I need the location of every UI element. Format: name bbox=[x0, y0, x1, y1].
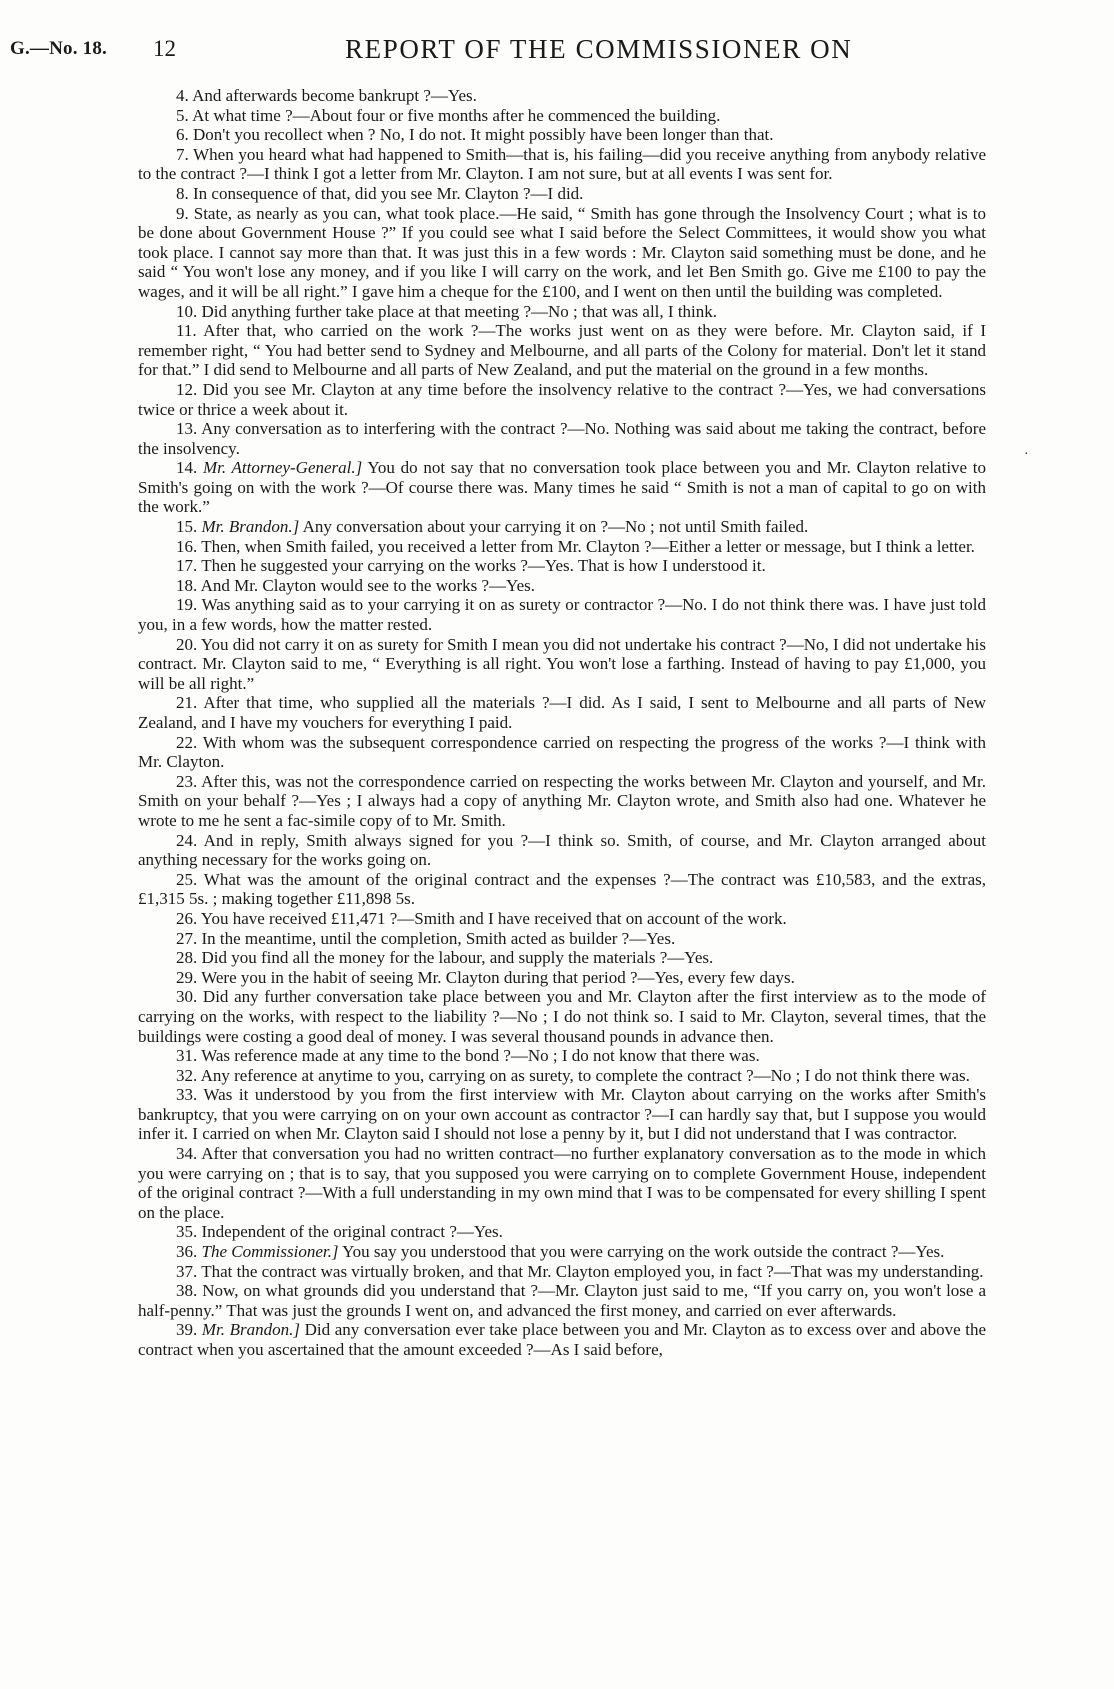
question-answer-text: That the contract was virtually broken, and that Mr. Clayton employed you, in fact ?—That was my understanding. bbox=[201, 1261, 984, 1281]
question-answer-text: Was reference made at any time to the bond ?—No ; I do not know that there was. bbox=[201, 1046, 760, 1066]
evidence-paragraph bbox=[138, 1262, 986, 1282]
evidence-paragraph bbox=[138, 595, 986, 634]
evidence-paragraph bbox=[138, 772, 986, 831]
question-answer-text: In the meantime, until the completion, Smith acted as builder ?—Yes. bbox=[201, 928, 676, 948]
evidence-paragraph bbox=[138, 1046, 986, 1066]
question-number: 23. bbox=[176, 771, 198, 791]
question-number: 31. bbox=[176, 1046, 198, 1066]
evidence-paragraph bbox=[138, 870, 986, 909]
question-number: 12. bbox=[176, 379, 198, 399]
question-number: 13. bbox=[176, 419, 198, 439]
question-number: 29. bbox=[176, 967, 198, 987]
question-answer-text: When you heard what had happened to Smith—that is, his failing—did you receive anything from anybody relative to the contract ?—I think I got a letter from Mr. Clayton. I am not sure, but at all events I was sent for. bbox=[138, 144, 986, 184]
evidence-paragraph bbox=[138, 184, 986, 204]
question-answer-text: Any conversation as to interfering with the contract ?—No. Nothing was said about me taking the contract, before the insolvency. bbox=[138, 419, 987, 458]
question-answer-text: Any reference at anytime to you, carrying on as surety, to complete the contract ?—No ; I do not think there was. bbox=[200, 1065, 970, 1085]
question-answer-text: Then, when Smith failed, you received a letter from Mr. Clayton ?—Either a letter or message, but I think a letter. bbox=[201, 536, 975, 556]
evidence-paragraph bbox=[138, 145, 986, 184]
question-answer-text: Did anything further take place at that meeting ?—No ; that was all, I think. bbox=[201, 301, 718, 321]
evidence-paragraph bbox=[138, 1144, 986, 1222]
page-header bbox=[10, 34, 1104, 68]
question-number: 7. bbox=[176, 144, 189, 164]
question-answer-text: Independent of the original contract ?—Yes. bbox=[201, 1222, 503, 1242]
question-answer-text: And afterwards become bankrupt ?—Yes. bbox=[192, 86, 477, 105]
evidence-paragraph bbox=[138, 693, 986, 732]
evidence-paragraph bbox=[138, 909, 986, 929]
question-number: 4. bbox=[176, 86, 189, 105]
evidence-paragraph bbox=[138, 556, 986, 576]
question-answer-text: With whom was the subsequent correspondence carried on respecting the progress of the works ?—I think with Mr. Clayton. bbox=[138, 732, 986, 772]
evidence-paragraph bbox=[138, 635, 986, 694]
question-number: 36. bbox=[176, 1242, 198, 1262]
question-number: 24. bbox=[176, 830, 198, 850]
question-number: 26. bbox=[176, 908, 198, 928]
speaker-label: Mr. Brandon.] bbox=[201, 1320, 301, 1340]
question-answer-text: You say you understood that you were carrying on the work outside the contract ?—Yes. bbox=[342, 1242, 945, 1262]
evidence-paragraph bbox=[138, 1320, 986, 1359]
question-number: 18. bbox=[176, 575, 198, 595]
question-answer-text: Don't you recollect when ? No, I do not. It might possibly have been longer than that. bbox=[193, 125, 774, 145]
question-answer-text: You do not say that no conversation took place between you and Mr. Clayton relative to Smith's going on with the work ?—Of course there was. Many times he said “ Smith is not a man of capital to go on with the work.” bbox=[138, 458, 987, 517]
question-number: 20. bbox=[176, 634, 198, 654]
question-number: 8. bbox=[176, 183, 189, 203]
evidence-paragraph bbox=[138, 831, 986, 870]
question-answer-text: Then he suggested your carrying on the works ?—Yes. That is how I understood it. bbox=[201, 556, 766, 576]
question-answer-text: You did not carry it on as surety for Smith I mean you did not undertake his contract ?—No, I did not undertake his contract. Mr. Clayton said to me, “ Everything is all right. You won't lose a farthing. Instead of having to pay £1,000, you will be all right.” bbox=[138, 634, 986, 693]
evidence-paragraph bbox=[138, 1085, 986, 1144]
question-answer-text: At what time ?—About four or five months after he commenced the building. bbox=[192, 105, 721, 125]
question-number: 30. bbox=[176, 987, 198, 1007]
evidence-paragraph bbox=[138, 576, 986, 596]
evidence-paragraph bbox=[138, 733, 986, 772]
evidence-paragraph bbox=[138, 458, 986, 517]
question-number: 9. bbox=[176, 203, 189, 223]
evidence-paragraph bbox=[138, 106, 986, 126]
running-title: REPORT OF THE COMMISSIONER ON bbox=[345, 34, 853, 64]
question-number: 38. bbox=[176, 1281, 198, 1301]
question-number: 27. bbox=[176, 928, 198, 948]
question-answer-text: Did you find all the money for the labour, and supply the materials ?—Yes. bbox=[201, 948, 714, 968]
question-answer-text: After that time, who supplied all the materials ?—I did. As I said, I sent to Melbourne and all parts of New Zealand, and I have my vouchers for everything I paid. bbox=[138, 693, 987, 732]
question-number: 22. bbox=[176, 732, 198, 752]
question-number: 14. bbox=[176, 458, 198, 478]
question-number: 34. bbox=[176, 1144, 198, 1164]
margin-mark: · bbox=[1024, 447, 1029, 462]
question-answer-text: After that conversation you had no written contract—no further explanatory conversation as to the mode in which you were carrying on ; that is to say, that you supposed you were carrying on to complete Government House, independent of the original contract ?—With a full understanding in my own mind that I was to be compensated for every shilling I spent on the place. bbox=[138, 1144, 986, 1222]
evidence-paragraph bbox=[138, 125, 986, 145]
evidence-paragraph bbox=[138, 1242, 986, 1262]
evidence-paragraph bbox=[138, 1066, 986, 1086]
evidence-paragraph bbox=[138, 987, 986, 1046]
question-answer-text: And Mr. Clayton would see to the works ?—Yes. bbox=[200, 575, 536, 595]
question-number: 19. bbox=[176, 595, 198, 615]
question-number: 35. bbox=[176, 1222, 198, 1242]
evidence-paragraph bbox=[138, 86, 986, 106]
question-number: 25. bbox=[176, 869, 198, 889]
evidence-paragraph bbox=[138, 321, 986, 380]
question-answer-text: After this, was not the correspondence carried on respecting the works between Mr. Clayton and yourself, and Mr. Smith on your behalf ?—Yes ; I always had a copy of anything Mr. Clayton wrote, and Smith also had one. Whatever he wrote to me he sent a fac-simile copy of to Mr. Smith. bbox=[138, 771, 986, 830]
evidence-paragraph bbox=[138, 1222, 986, 1242]
evidence-paragraph bbox=[138, 968, 986, 988]
question-number: 37. bbox=[176, 1261, 198, 1281]
question-number: 28. bbox=[176, 948, 198, 968]
question-answer-text: After that, who carried on the work ?—The works just went on as they were before. Mr. Clayton said, if I remember right, “ You had better send to Sydney and Melbourne, and all parts of the Colony for material. Don't let it stand for that.” I did send to Melbourne and all parts of New Zealand, and put the material on the ground in a few months. bbox=[138, 321, 986, 380]
question-number: 10. bbox=[176, 301, 198, 321]
question-answer-text: And in reply, Smith always signed for you ?—I think so. Smith, of course, and Mr. Clayton arranged about anything necessary for the works going on. bbox=[138, 830, 986, 870]
question-answer-text: Did any further conversation take place between you and Mr. Clayton after the first interview as to the mode of carrying on the works, with respect to the liability ?—No ; I do not think so. I said to Mr. Clayton, several times, that the buildings were costing a good deal of money. I was several thousand pounds in advance then. bbox=[138, 987, 986, 1046]
question-number: 15. bbox=[176, 517, 198, 537]
evidence-paragraph bbox=[138, 537, 986, 557]
question-answer-text: Were you in the habit of seeing Mr. Clayton during that period ?—Yes, every few days. bbox=[201, 967, 795, 987]
question-answer-text: What was the amount of the original contract and the expenses ?—The contract was £10,583, and the extras, £1,315 5s. ; making together £11,898 5s. bbox=[138, 869, 986, 909]
question-number: 21. bbox=[176, 693, 198, 713]
evidence-body bbox=[138, 86, 986, 1360]
question-number: 11. bbox=[176, 321, 197, 341]
speaker-label: Mr. Attorney-General.] bbox=[202, 458, 363, 478]
question-answer-text: Did any conversation ever take place between you and Mr. Clayton as to excess over and above the contract when you ascertained that the amount exceeded ?—As I said before, bbox=[138, 1320, 987, 1359]
question-number: 33. bbox=[176, 1085, 198, 1105]
question-answer-text: Was it understood by you from the first interview with Mr. Clayton about carrying on the works after Smith's bankruptcy, that you were carrying on on your own account as contractor ?—I can hardly say that, but I suppose you would infer it. I carried on when Mr. Clayton said I should not lose a penny by it, but I did not understand that I was contractor. bbox=[138, 1085, 987, 1144]
page-number: 12 bbox=[153, 36, 176, 61]
evidence-paragraph bbox=[138, 204, 986, 302]
question-answer-text: You have received £11,471 ?—Smith and I have received that on account of the work. bbox=[200, 908, 787, 928]
question-answer-text: Now, on what grounds did you understand that ?—Mr. Clayton just said to me, “If you carry on, you won't lose a half-penny.” That was just the grounds I went on, and advanced the first money, and carried on ever afterwards. bbox=[138, 1281, 987, 1320]
question-number: 16. bbox=[176, 536, 198, 556]
evidence-paragraph bbox=[138, 929, 986, 949]
evidence-paragraph bbox=[138, 948, 986, 968]
question-answer-text: Was anything said as to your carrying it on as surety or contractor ?—No. I do not think there was. I have just told you, in a few words, how the matter rested. bbox=[138, 595, 986, 635]
evidence-paragraph bbox=[138, 1281, 986, 1320]
evidence-paragraph bbox=[138, 380, 986, 419]
question-answer-text: State, as nearly as you can, what took place.—He said, “ Smith has gone through the Insolvency Court ; what is to be done about Government House ?” If you could see what I said before the Select Committees, it would show you what took place. I cannot say more than that. It was just this in a few words : Mr. Clayton said something must be done, and he said “ You won't lose any money, and if you like I will carry on the work, and let Ben Smith go. Give me £100 to pay the wages, and it will be all right.” I gave him a cheque for the £100, and I went on then until the building was completed. bbox=[138, 203, 987, 301]
question-answer-text: Any conversation about your carrying it on ?—No ; not until Smith failed. bbox=[302, 517, 809, 537]
evidence-paragraph bbox=[138, 517, 986, 537]
question-number: 39. bbox=[176, 1320, 198, 1340]
question-answer-text: In consequence of that, did you see Mr. Clayton ?—I did. bbox=[193, 183, 584, 203]
question-answer-text: Did you see Mr. Clayton at any time before the insolvency relative to the contract ?—Yes, we had conversations twice or thrice a week about it. bbox=[138, 379, 987, 419]
series-number: G.—No. 18. bbox=[10, 38, 107, 59]
speaker-label: The Commissioner.] bbox=[201, 1242, 339, 1262]
question-number: 5. bbox=[176, 105, 189, 125]
speaker-label: Mr. Brandon.] bbox=[201, 517, 300, 537]
question-number: 6. bbox=[176, 125, 189, 145]
evidence-paragraph bbox=[138, 419, 986, 458]
question-number: 32. bbox=[176, 1065, 198, 1085]
question-number: 17. bbox=[176, 556, 198, 576]
evidence-paragraph bbox=[138, 302, 986, 322]
